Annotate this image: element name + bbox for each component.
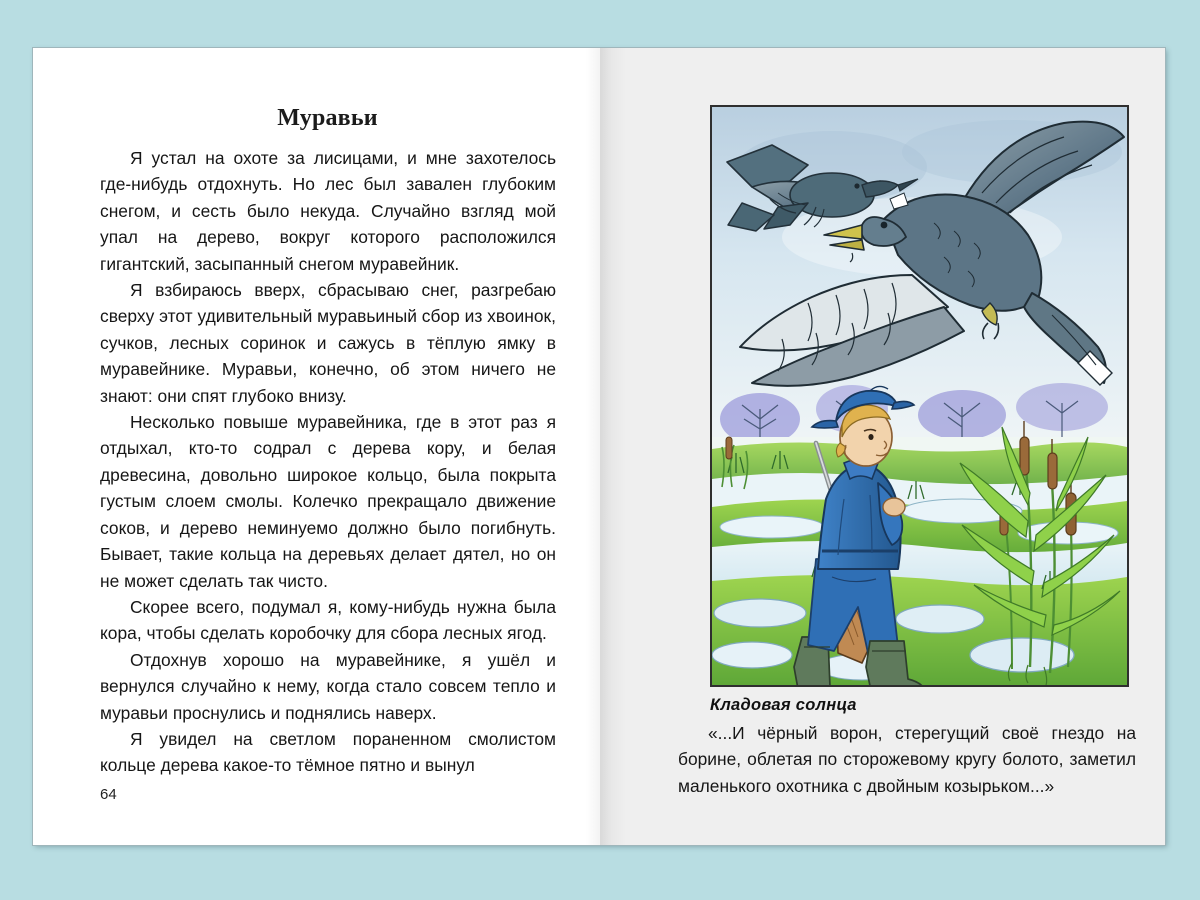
- left-page: [33, 48, 600, 845]
- book-spread: [33, 48, 1165, 845]
- caption-text-block: [678, 720, 1136, 799]
- paragraph: Я взбираюсь вверх, сбрасываю снег, разгребаю сверху этот удивительный муравьиный сбор из хвоинок, сучков, лесных соринок и сажусь в тёплую ямку в муравейнике. Муравьи, конечно, об этом ничего не знают: они спят глубоко внизу.: [100, 280, 556, 406]
- caption-paragraph: «...И чёрный ворон, стерегущий своё гнездо на борине, облетая по сторожевому кругу болото, заметил маленького охотника с двойным козырьком...»: [678, 723, 1136, 796]
- paragraph: Несколько повыше муравейника, где в этот раз я отдыхал, кто-то содрал с дерева кору, и белая древесина, довольно широкое кольцо, была покрыта густым слоем смолы. Колечко прекращало движение соков, и дерево неминуемо должно было погибнуть. Бывает, такие кольца на деревьях делает дятел, но он не может сделать так чисто.: [100, 412, 556, 591]
- illustration-raven-and-hunter: [712, 107, 1127, 685]
- paragraph: Я устал на охоте за лисицами, и мне захотелось где-нибудь отдохнуть. Но лес был завален глубоким снегом, и сесть было некуда. Случайно взгляд мой упал на дерево, вокруг которого расположился гигантский, засыпанный снегом муравейник.: [100, 148, 556, 274]
- right-page: [600, 48, 1165, 845]
- page-title: Муравьи: [277, 105, 378, 131]
- paragraph: Отдохнув хорошо на муравейнике, я ушёл и вернулся случайно к нему, когда стало совсем тепло и муравьи проснулись и поднялись наверх.: [100, 649, 556, 723]
- caption-title: Кладовая солнца: [710, 696, 857, 714]
- paragraph: Я увидел на светлом пораненном смолистом кольце дерева какое-то тёмное пятно и вынул: [100, 728, 556, 776]
- page-number: 64: [100, 786, 117, 803]
- illustration-frame: [710, 105, 1129, 687]
- story-text-block: [100, 145, 556, 779]
- paragraph: Скорее всего, подумал я, кому-нибудь нужна была кора, чтобы сделать коробочку для сбора лесных ягод.: [100, 596, 556, 644]
